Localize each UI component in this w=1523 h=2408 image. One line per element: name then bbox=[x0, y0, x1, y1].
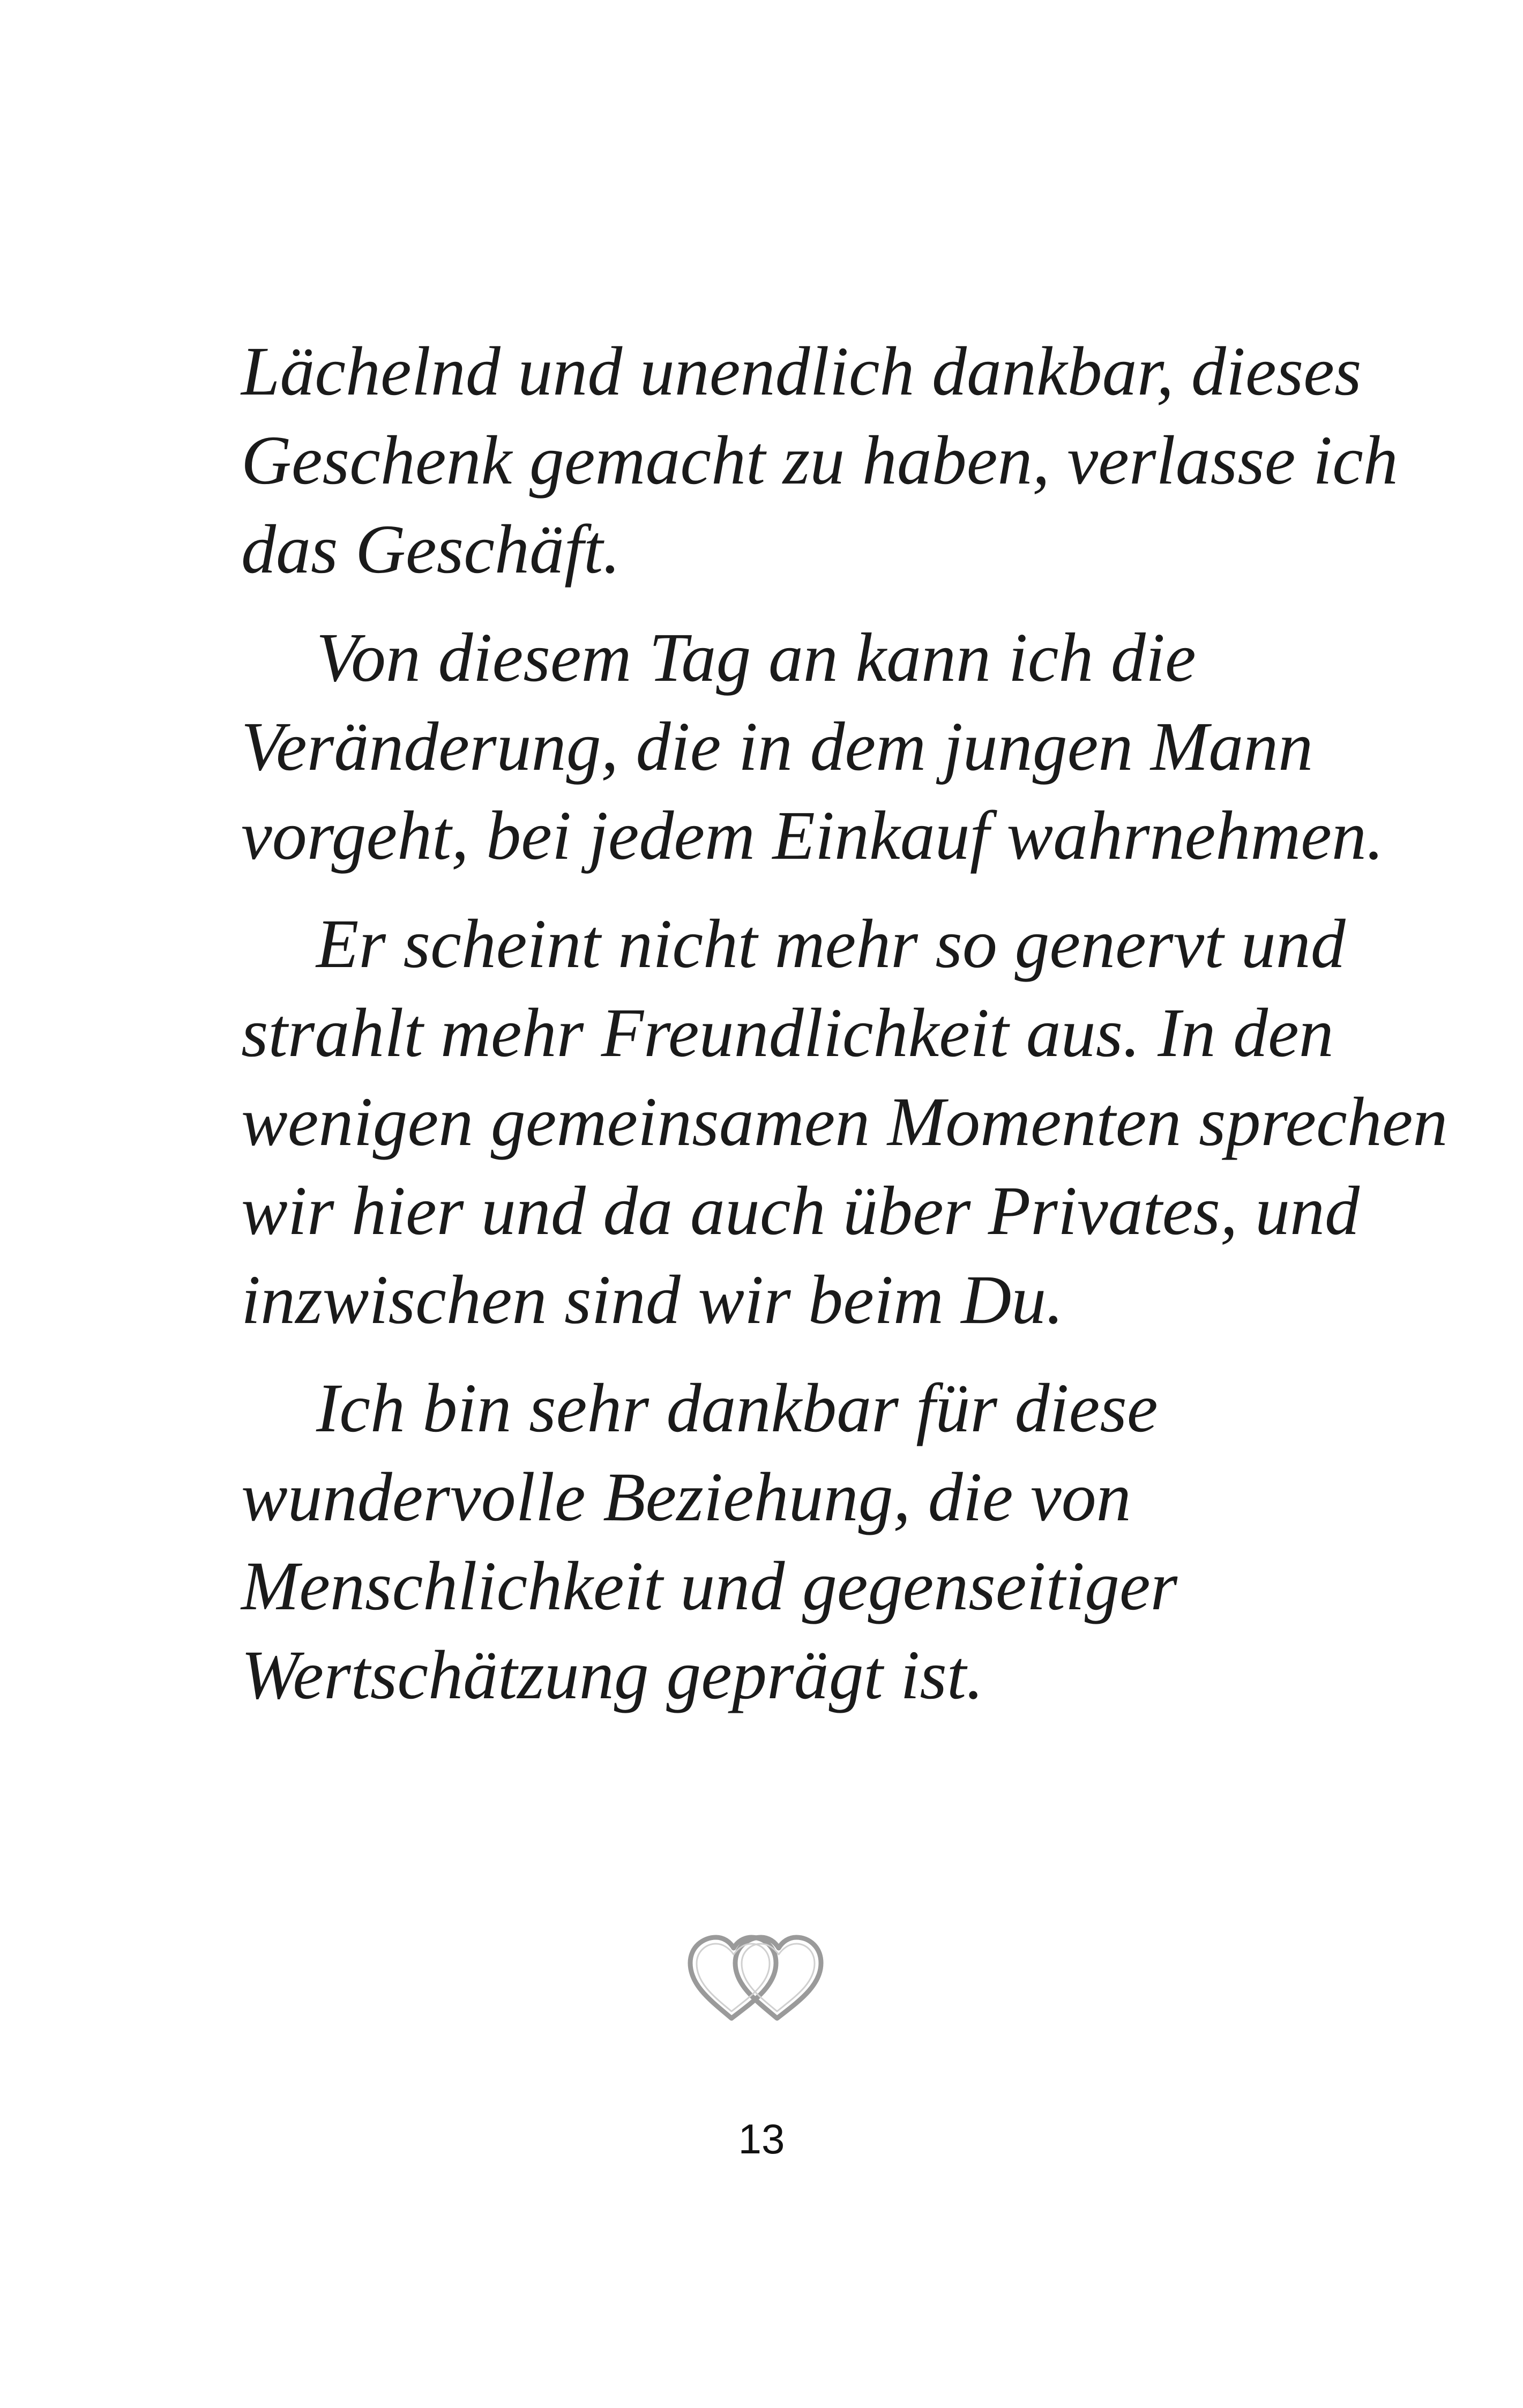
paragraph-1 bbox=[241, 327, 1398, 594]
body-text bbox=[241, 327, 1448, 1739]
text-line: inzwischen sind wir beim Du. bbox=[241, 1261, 1064, 1339]
text-line: Lächelnd und unendlich dankbar, dieses bbox=[241, 333, 1362, 410]
paragraph-2 bbox=[241, 613, 1384, 880]
text-line: vorgeht, bei jedem Einkauf wahrnehmen. bbox=[241, 797, 1384, 874]
text-line: das Geschäft. bbox=[241, 511, 621, 588]
paragraph-3 bbox=[241, 900, 1448, 1344]
text-line: Von diesem Tag an kann ich die bbox=[316, 619, 1196, 696]
double-hearts-icon bbox=[681, 1930, 831, 2026]
text-line: wundervolle Beziehung, die von bbox=[241, 1459, 1131, 1536]
text-line: Er scheint nicht mehr so genervt und bbox=[316, 905, 1346, 983]
text-line: Veränderung, die in dem jungen Mann bbox=[241, 708, 1313, 785]
text-line: Geschenk gemacht zu haben, verlasse ich bbox=[241, 422, 1398, 499]
paragraph-4 bbox=[241, 1364, 1318, 1720]
text-line: wir hier und da auch über Privates, und bbox=[241, 1172, 1360, 1250]
text-line: Ich bin sehr dankbar für diese bbox=[316, 1370, 1158, 1447]
page-number: 13 bbox=[738, 2115, 785, 2162]
text-line: strahlt mehr Freundlichkeit aus. In den bbox=[241, 994, 1334, 1072]
text-line: Wertschätzung geprägt ist. bbox=[241, 1637, 984, 1714]
text-line: wenigen gemeinsamen Momenten sprechen bbox=[241, 1083, 1448, 1161]
text-line: Menschlichkeit und gegenseitiger bbox=[241, 1548, 1178, 1625]
